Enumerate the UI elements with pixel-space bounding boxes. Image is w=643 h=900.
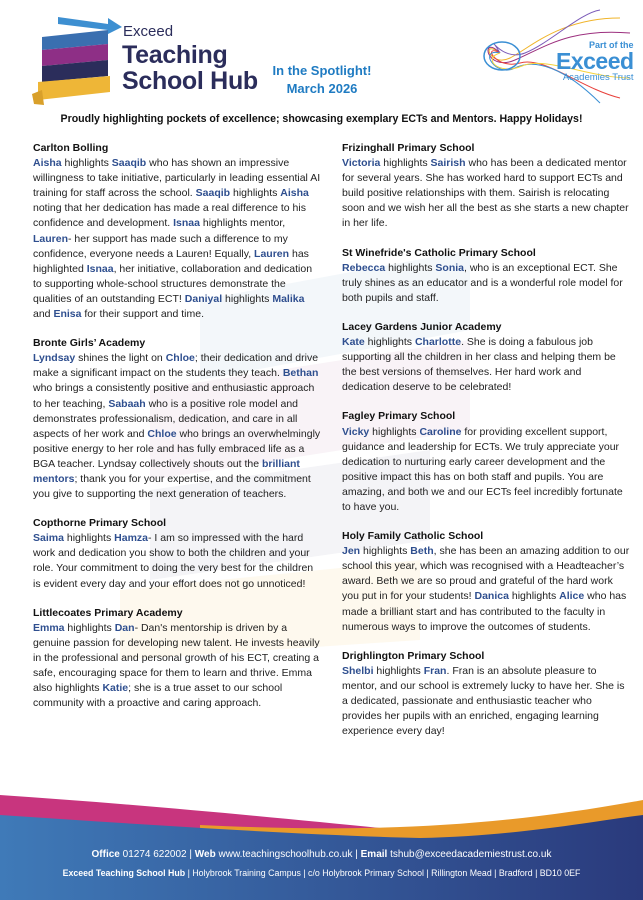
person-name: Enisa [53,308,82,321]
person-name: Dan [114,621,135,634]
person-name: Shelbi [342,664,374,677]
text-run: , her initiative, collaboration and dedication to supporting whole-school structures demonstrate the qualities of an outstanding ECT! [33,262,313,305]
spotlight-title: In the Spotlight! [272,63,372,78]
spotlight-section [342,141,632,232]
text-run: ; she is a true asset to our school community with a proactive and caring approach. [33,682,283,710]
spotlight-section [342,246,632,306]
address: Holybrook Training Campus | c/o Holybrook Primary School | Rillington Mead | Bradford | BD10 0EF [192,868,581,878]
person-name: Caroline [419,425,462,438]
person-name: Danica [474,590,509,603]
person-name: Alice [559,590,585,603]
spotlight-text [342,425,632,516]
separator: | [352,849,361,860]
school-name: St Winefride's Catholic Primary School [342,246,536,259]
person-name: Victoria [342,157,381,170]
text-run: who is a positive role model and demonstrates professionalism, dedication, and care in all aspects of her work and [33,397,299,440]
text-run: highlights [63,532,115,545]
text-run: for providing excellent support, guidance and leadership for ECTs. We truly appreciate your dedication to nurturing early career development and the positive impact this has on both staff and pupils. You are amazing, and both we and our ECTs feel incredibly fortunate to have you. [342,425,623,513]
text-run: who has shown an impressive willingness to take initiative, particularly in leading essential AI training for staff across the school. [33,157,321,200]
person-name: Chloe [165,352,195,365]
spotlight-section [33,606,323,712]
footer [0,830,643,900]
person-name: Saima [33,532,64,545]
person-name: Chloe [147,427,177,440]
spotlight-text [33,621,323,712]
school-name: Frizinghall Primary School [342,142,475,154]
office-phone[interactable]: 01274 622002 [122,849,187,860]
person-name: Hamza [114,532,148,545]
spotlight-text [342,544,632,635]
school-name: Littlecoates Primary Academy [33,606,183,619]
school-name: Lacey Gardens Junior Academy [342,320,502,333]
separator: | [186,849,195,860]
school-name: Holy Family Catholic School [342,530,484,543]
spotlight-section [33,516,323,591]
text-run: noting that her dedication has made a real difference to his confidence and development. [33,202,306,230]
person-name: Lyndsay [33,352,76,365]
school-name: Drighlington Primary School [342,649,485,662]
brand-title-line2: School Hub [122,67,258,95]
email-link[interactable]: tshub@exceedacademiestrust.co.uk [390,849,552,860]
person-name: Jen [342,545,361,558]
left-column [33,141,323,725]
text-run: highlights [508,590,560,603]
text-run: , she has been an amazing addition to our school this year, which was recognised with a Headteacher’s award. Beth we are so proud and grateful of the hard work you put in for your students! [342,545,630,603]
person-name: brilliant mentors [33,457,300,485]
text-run: who brings an overwhelmingly positive energy to her role and has fully embraced life as a BGA teacher. Lyndsay collectively shouts out the [33,427,321,470]
trust-part-of-label: Part of the [589,40,634,50]
spotlight-text [33,156,323,322]
text-run: highlights [373,664,424,677]
spotlight-date: March 2026 [286,81,358,96]
text-run: - I am so impressed with the hard work and dedication you show to both the children and your role. Your commitment to doing the very best for the children is evident every day and your effort does not go unnoticed! [33,532,314,590]
person-name: Emma [33,621,65,634]
office-label: Office [91,849,120,860]
brand-title-line1: Teaching [122,41,228,69]
text-run: - her support has made such a difference to my confidence, everyone needs a Lauren! Equally, [33,232,288,260]
spotlight-section [33,141,323,322]
person-name: Charlotte [414,336,462,349]
text-run: who has made a brilliant start and has contributed to the faculty in numerous ways to improve the outcomes of students. [342,590,627,633]
spotlight-text [342,335,632,395]
text-run: highlights [385,261,436,274]
separator: | [185,868,193,878]
right-column [342,141,632,753]
person-name: Kate [342,336,365,349]
trust-exceed-label: Exceed [556,48,634,74]
text-run: highlights [369,425,420,438]
spotlight-section [342,320,632,395]
text-run: shines the light on [75,352,166,365]
person-name: Beth [410,545,434,558]
web-label: Web [194,849,216,860]
spotlight-section [342,649,632,740]
text-run: highlights [64,621,115,634]
person-name: Aisha [280,187,309,200]
person-name: Lauren [254,247,290,260]
text-run: who brings a consistently positive and enthusiastic approach to her teaching, [33,382,315,410]
text-run: for their support and time. [81,308,205,321]
person-name: Saaqib [195,187,231,200]
org-name: Exceed Teaching School Hub [62,868,186,878]
footer-contact-line [0,849,643,860]
text-run: . She is doing a fabulous job supporting all the children in her class and helping them be the best versions of themselves. Her hard work and dedication deserve to be celebrated! [342,336,616,394]
header [0,0,643,110]
text-run: has highlighted [33,247,309,275]
email-label: Email [360,849,388,860]
text-run: highlights [380,157,431,170]
spotlight-text [33,531,323,591]
school-name: Carlton Bolling [33,142,109,154]
text-run: and [33,308,54,321]
text-run: highlights [360,545,411,558]
website-link[interactable]: www.teachingschoolhub.co.uk [218,849,353,860]
spotlight-text [342,261,632,306]
person-name: Fran [423,664,447,677]
text-run: - Dan's mentorship is driven by a genuine passion for developing new talent. He invests heavily in the professional and personal growth of his ECT, creating a safe, encouraging space for them to learn and thrive. Emma also highlights [33,621,320,695]
tagline: Proudly highlighting pockets of excellence; showcasing exemplary ECTs and Mentors. Happy Holidays! [60,113,583,125]
footer-address-line [0,868,643,878]
school-name: Bronte Girls’ Academy [33,337,146,350]
text-run: highlights mentor, [199,217,286,230]
trust-academies-label: Academies Trust [562,72,634,83]
text-run: highlights [61,157,112,170]
person-name: Isnaa [173,217,200,230]
person-name: Sonia [435,261,464,274]
school-name: Fagley Primary School [342,410,456,423]
spotlight-text [33,351,323,502]
exceed-trust-wordmark [556,40,634,83]
person-name: Katie [102,682,129,695]
spotlight-section [342,529,632,635]
spotlight-heading [262,62,382,98]
person-name: Bethan [282,367,319,380]
person-name: Sairish [430,157,466,170]
text-run: ; thank you for your expertise, and the commitment you give to supporting the next generation of teachers. [33,472,311,501]
text-run: ; their dedication and drive make a significant impact on the students they teach. [33,352,319,380]
person-name: Rebecca [342,261,386,274]
spotlight-section [342,409,632,515]
spotlight-text [342,664,632,739]
person-name: Vicky [342,425,370,438]
person-name: Sabaah [108,397,146,410]
spotlight-text [342,156,632,231]
text-run: . Fran is an absolute pleasure to mentor, and our school is extremely lucky to have her. She is a dedicated, passionate and enthusiastic teacher who provides her pupils with an enriched, engaging learning experience every day! [342,664,625,738]
text-run: highlights [364,336,415,349]
text-run: who has been a dedicated mentor for several years. She has worked hard to support ECTs and build positive relationships with them. Sairish is relocating soon and we wish her all the best as she starts a new chapter in her life. [342,157,629,230]
person-name: Aisha [33,157,62,170]
brand-exceed-label: Exceed [123,23,174,40]
person-name: Malika [272,292,305,305]
brand-title [122,42,258,94]
text-run: highlights [230,187,281,200]
person-name: Saaqib [111,157,147,170]
school-name: Copthorne Primary School [33,517,167,530]
text-run: highlights [222,292,273,305]
person-name: Lauren [33,232,69,245]
person-name: Isnaa [86,262,114,275]
spotlight-section [33,336,323,502]
text-run: , who is an exceptional ECT. She truly shines as an educator and is a wonderful role model for both pupils and staff. [342,261,623,304]
person-name: Daniyal [184,292,223,305]
exceed-ribbon-logo-icon [30,12,130,107]
